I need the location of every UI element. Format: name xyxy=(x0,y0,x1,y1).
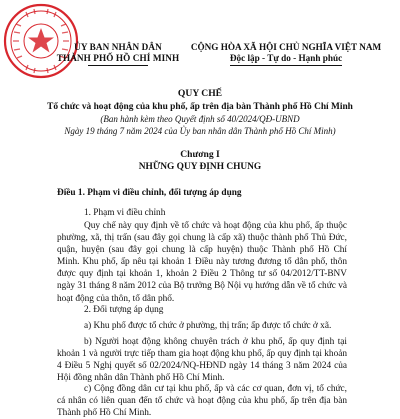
chapter-title: NHỮNG QUY ĐỊNH CHUNG xyxy=(138,162,262,172)
chapter-number: Chương I xyxy=(180,149,220,160)
issuance-line-1: (Ban hành kèm theo Quyết định số 40/2024/QĐ-UBND xyxy=(100,114,300,124)
clause-c: c) Cộng đồng dân cư tại khu phố, ấp và các cơ quan, đơn vị, tổ chức, cá nhân có liên quan đến tổ chức và hoạt động của khu phố, ấp trên địa bàn Thành phố Hồ Chí Minh. xyxy=(57,384,347,419)
article-heading: Điều 1. Phạm vi điều chỉnh, đối tượng áp dụng xyxy=(57,188,242,198)
issuing-agency xyxy=(28,42,208,66)
official-seal-icon xyxy=(2,2,80,80)
issuance-line-2: Ngày 19 tháng 7 năm 2024 của Ủy ban nhân dân Thành phố Hồ Chí Minh) xyxy=(64,126,336,136)
document-title: QUY CHẾ xyxy=(177,88,223,99)
agency-underline xyxy=(88,65,148,66)
clause-b: b) Người hoạt động không chuyên trách ở khu phố, ấp quy định tại khoản 1 và người trực tiếp tham gia hoạt động khu phố, ấp quy định tại khoản 4 Điều 5 Nghị quyết số 02/2024/NQ-HĐND ngày 14 tháng 3 năm 2024 của Hội đồng nhân dân Thành phố Hồ Chí Minh. xyxy=(57,337,347,384)
national-header xyxy=(186,42,386,66)
nation-name: CỘNG HÒA XÃ HỘI CHỦ NGHĨA VIỆT NAM xyxy=(190,42,382,52)
agency-line-1: ỦY BAN NHÂN DÂN xyxy=(74,42,162,52)
agency-line-2: THÀNH PHỐ HỒ CHÍ MINH xyxy=(56,53,180,63)
issuance-note xyxy=(0,113,400,137)
section-1-paragraph: Quy chế này quy định về tổ chức và hoạt động của khu phố, ấp thuộc phường, xã, thị trấn (sau đây gọi chung là cấp xã) thuộc thành phố Thủ Đức, quận, huyện (sau đây gọi chung là cấp huyện) thuộc Thành phố Hồ Chí Minh. Khu phố, ấp nêu tại khoản 1 Điều này tương đương tổ dân phố, thôn được quy định tại khoản 1, khoản 2 Điều 2 Thông tư số 04/2012/TT-BNV ngày 31 tháng 8 năm 2012 của Bộ trưởng Bộ Nội vụ hướng dẫn về tổ chức và hoạt động của thôn, tổ dân phố. xyxy=(57,221,347,304)
document-subtitle: Tổ chức và hoạt động của khu phố, ấp trên địa bàn Thành phố Hồ Chí Minh xyxy=(47,102,353,112)
section-1-heading: 1. Phạm vi điều chỉnh xyxy=(84,208,166,218)
section-2-heading: 2. Đối tượng áp dụng xyxy=(84,305,164,315)
clause-a: a) Khu phố được tổ chức ở phường, thị trấn; ấp được tổ chức ở xã. xyxy=(84,321,332,331)
national-motto: Độc lập - Tự do - Hạnh phúc xyxy=(230,53,342,66)
